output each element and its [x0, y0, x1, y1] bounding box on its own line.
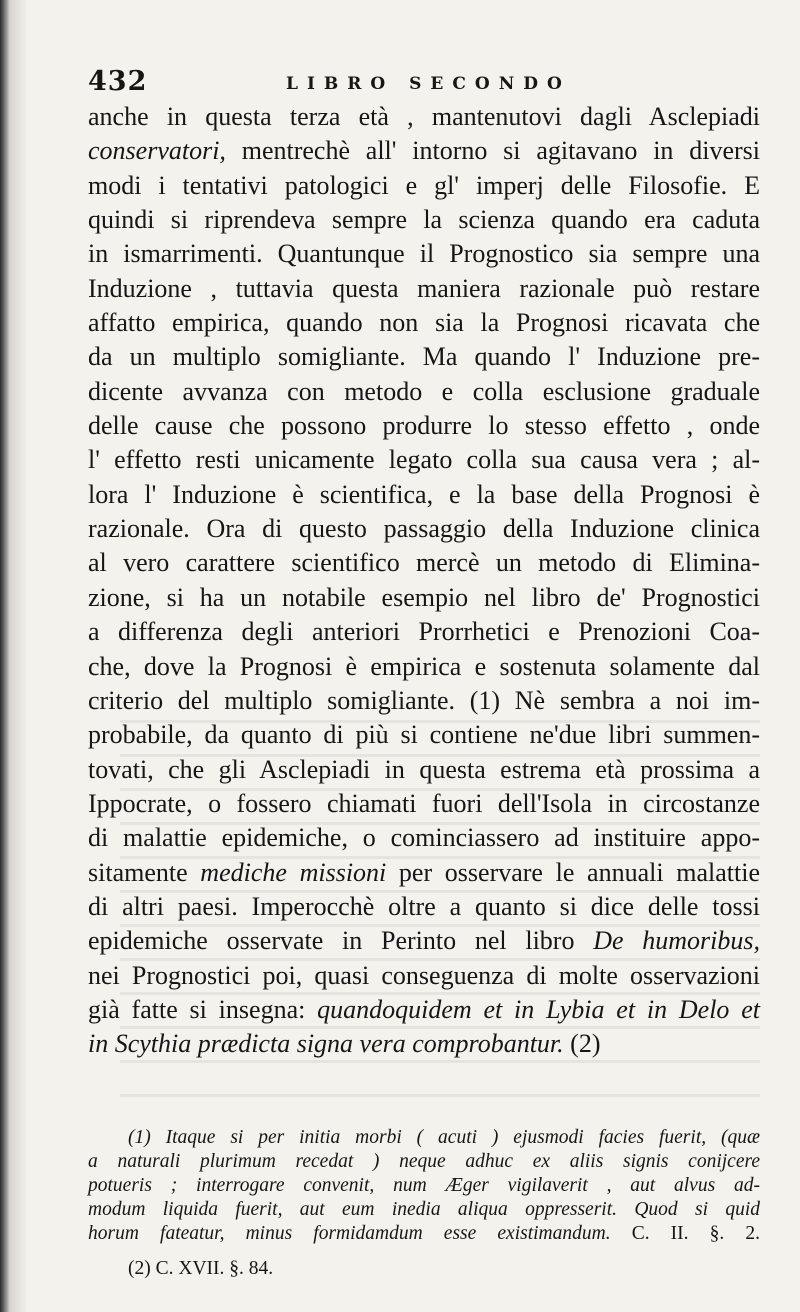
- text-segment: lora l' Induzione è scientifica, e la base della Prognosi è: [88, 479, 760, 509]
- footnote-line: [88, 1222, 760, 1246]
- text-segment: tovati, che gli Asclepiadi in questa estrema età prossima a: [88, 754, 760, 784]
- page-number: 432: [88, 66, 148, 97]
- page-gutter-edge: [0, 0, 10, 1312]
- text-line: [88, 1027, 760, 1061]
- text-segment: Ippocrate, o fossero chiamati fuori dell'Isola in circostanze: [88, 788, 760, 818]
- text-line: [88, 375, 760, 409]
- text-line: [88, 959, 760, 993]
- text-segment: in ismarrimenti. Quantunque il Prognostico sia sempre una: [88, 239, 760, 269]
- text-line: [88, 581, 760, 615]
- text-segment: l' effetto resti unicamente legato colla sua causa vera ; al-: [88, 445, 760, 475]
- footnote-2: (2) C. XVII. §. 84.: [128, 1258, 274, 1279]
- text-segment: delle cause che possono produrre lo stesso effetto , onde: [88, 411, 760, 441]
- text-segment: (2): [563, 1029, 601, 1059]
- text-segment: De humoribus,: [593, 926, 760, 956]
- footnote-line: [88, 1198, 760, 1222]
- text-line: [88, 718, 760, 752]
- text-line: [88, 478, 760, 512]
- text-line: [88, 650, 760, 684]
- text-line: [88, 134, 760, 168]
- text-segment: che, dove la Prognosi è empirica e sostenuta solamente dal: [88, 651, 760, 681]
- text-segment: potueris ; interrogare convenit, num Æger vigilaverit , aut alvus ad-: [88, 1175, 760, 1196]
- text-segment: probabile, da quanto di più si contiene ne'due libri summen-: [88, 720, 760, 750]
- text-line: [88, 753, 760, 787]
- footnote-line: [88, 1174, 760, 1198]
- text-line: [88, 306, 760, 340]
- text-segment: anche in questa terza età , mantenutovi dagli Asclepiadi: [88, 102, 760, 131]
- text-segment: in Scythia prædicta signa vera comprobantur.: [88, 1029, 564, 1059]
- text-segment: al vero carattere scientifico mercè un metodo di Elimina-: [88, 548, 760, 578]
- footnote-line: [88, 1126, 760, 1150]
- text-segment: di altri paesi. Imperocchè oltre a quanto si dice delle tossi: [88, 891, 760, 921]
- text-line: [88, 237, 760, 271]
- gutter-shadow: [10, 0, 28, 1312]
- text-segment: nei Prognostici poi, quasi conseguenza di molte osservazioni: [88, 960, 760, 990]
- running-head: LIBRO SECONDO: [286, 74, 571, 94]
- text-line: [88, 924, 760, 958]
- text-line: [88, 856, 760, 890]
- text-segment: Induzione , tuttavia questa maniera razionale può restare: [88, 273, 760, 303]
- text-segment: sitamente: [88, 857, 201, 887]
- text-segment: mentrechè all' intorno si agitavano in diversi: [225, 136, 760, 166]
- text-line: [88, 512, 760, 546]
- text-segment: razionale. Ora di questo passaggio della Induzione clinica: [88, 514, 760, 544]
- text-segment: modi i tentativi patologici e gl' imperj delle Filosofie. E: [88, 170, 760, 200]
- text-segment: per osservare le annuali malattie: [386, 857, 760, 887]
- text-line: [88, 340, 760, 374]
- text-segment: quindi si riprendeva sempre la scienza quando era caduta: [88, 205, 760, 235]
- text-line: [88, 821, 760, 855]
- text-segment: dicente avvanza con metodo e colla esclusione graduale: [88, 376, 760, 406]
- text-segment: conservatori,: [88, 136, 226, 166]
- text-line: [88, 787, 760, 821]
- text-line: [88, 100, 760, 134]
- text-segment: modum liquida fuerit, aut eum inedia aliqua oppresserit. Quod si quid: [88, 1199, 760, 1220]
- text-line: [88, 203, 760, 237]
- text-segment: zione, si ha un notabile esempio nel libro de' Prognostici: [88, 582, 760, 612]
- text-segment: affatto empirica, quando non sia la Prognosi ricavata che: [88, 308, 760, 338]
- text-line: [88, 993, 760, 1027]
- text-line: [88, 546, 760, 580]
- text-line: [88, 272, 760, 306]
- footnote-line: [88, 1150, 760, 1174]
- text-segment: a naturali plurimum recedat ) neque adhuc ex aliis signis conijcere: [88, 1151, 760, 1172]
- main-text: [88, 100, 760, 1062]
- text-segment: C. II. §. 2.: [631, 1223, 760, 1244]
- text-line: [88, 409, 760, 443]
- footnote-1: [88, 1126, 760, 1246]
- text-segment: di malattie epidemiche, o cominciassero ad instituire appo-: [88, 823, 760, 853]
- text-line: [88, 615, 760, 649]
- text-line: [88, 169, 760, 203]
- text-segment: già fatte si insegna:: [88, 994, 318, 1024]
- text-line: [88, 684, 760, 718]
- text-line: [88, 890, 760, 924]
- text-line: [88, 443, 760, 477]
- text-segment: a differenza degli anteriori Prorrhetici e Prenozioni Coa-: [88, 617, 760, 647]
- text-segment: (1) Itaque si per initia morbi ( acuti ) ejusmodi facies fuerit, (quæ: [128, 1127, 760, 1148]
- text-segment: criterio del multiplo somigliante. (1) Nè sembra a noi im-: [88, 685, 760, 715]
- text-segment: mediche missioni: [200, 857, 387, 887]
- text-segment: epidemiche osservate in Perinto nel libro: [88, 926, 594, 956]
- text-segment: quandoquidem et in Lybia et in Delo et: [317, 994, 760, 1024]
- text-segment: horum fateatur, minus formidamdum esse existimandum.: [88, 1223, 632, 1244]
- page-header: [88, 66, 760, 102]
- footnotes: [88, 1126, 760, 1279]
- text-segment: da un multiplo somigliante. Ma quando l' Induzione pre-: [88, 342, 760, 372]
